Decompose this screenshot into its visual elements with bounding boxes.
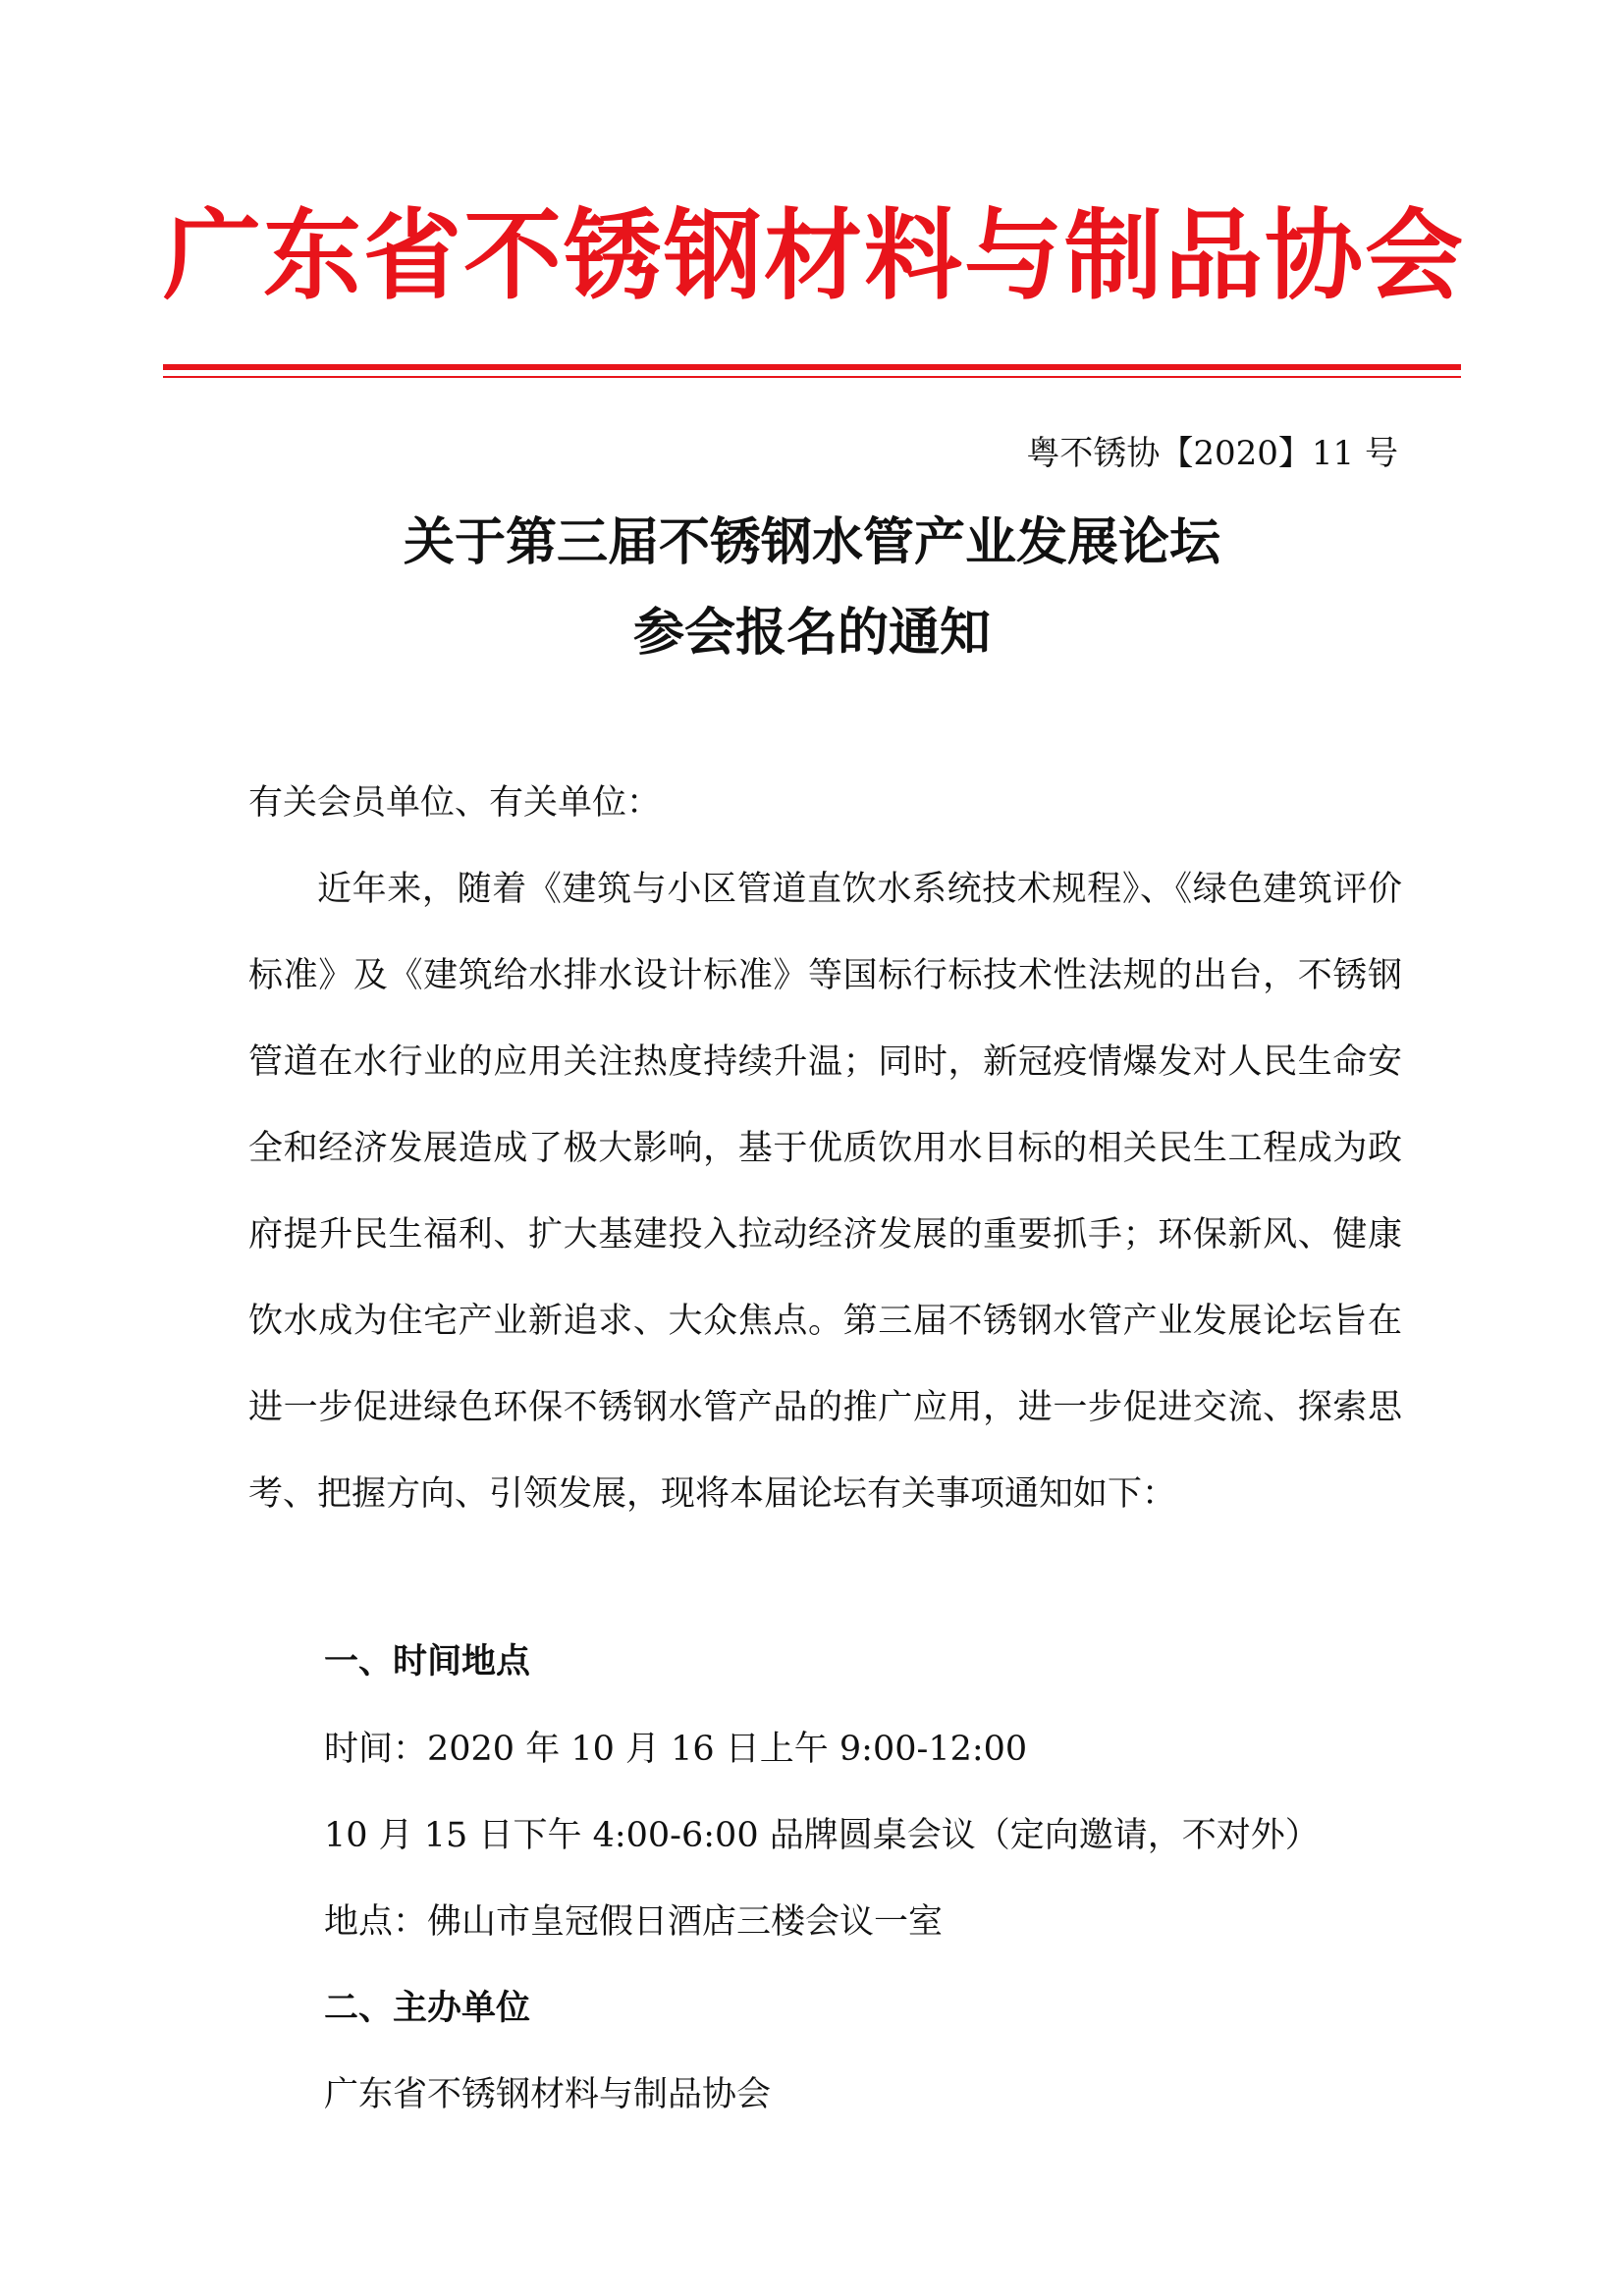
section-heading-organizer: 二、主办单位 bbox=[324, 1989, 531, 2028]
organizer-name: 广东省不锈钢材料与制品协会 bbox=[324, 2075, 772, 2114]
section-heading-time-venue: 一、时间地点 bbox=[324, 1642, 531, 1682]
salutation: 有关会员单位、有关单位： bbox=[248, 783, 662, 823]
event-time: 时间：2020 年 10 月 16 日上午 9:00-12:00 bbox=[324, 1730, 1028, 1769]
intro-paragraph: 近年来，随着《建筑与小区管道直饮水系统技术规程》、《绿色建筑评价标准》及《建筑给水排水设计标准》等国标行标技术性法规的出台，不锈钢管道在水行业的应用关注热度持续升温；同时，新冠疫情爆发对人民生命安全和经济发展造成了极大影响，基于优质饮用水目标的相关民生工程成为政府提升民生福利、扩大基建投入拉动经济发展的重要抓手；环保新风、健康饮水成为住宅产业新追求、大众焦点。第三届不锈钢水管产业发展论坛旨在进一步促进绿色环保不锈钢水管产品的推广应用，进一步促进交流、探索思考、把握方向、引领发展，现将本届论坛有关事项通知如下： bbox=[248, 870, 1402, 1514]
document-title-line-2: 参会报名的通知 bbox=[632, 604, 991, 663]
letterhead-org-name: 广东省不锈钢材料与制品协会 bbox=[163, 198, 1465, 313]
roundtable-time: 10 月 15 日下午 4:00-6:00 品牌圆桌会议（定向邀请，不对外） bbox=[324, 1816, 1320, 1855]
letterhead-rule-thick bbox=[163, 364, 1461, 370]
document-title-line-1: 关于第三届不锈钢水管产业发展论坛 bbox=[403, 513, 1220, 572]
document-number: 粤不锈协【2020】11 号 bbox=[1026, 434, 1398, 473]
letterhead-rule-thin bbox=[163, 376, 1461, 378]
event-venue: 地点：佛山市皇冠假日酒店三楼会议一室 bbox=[324, 1902, 944, 1942]
